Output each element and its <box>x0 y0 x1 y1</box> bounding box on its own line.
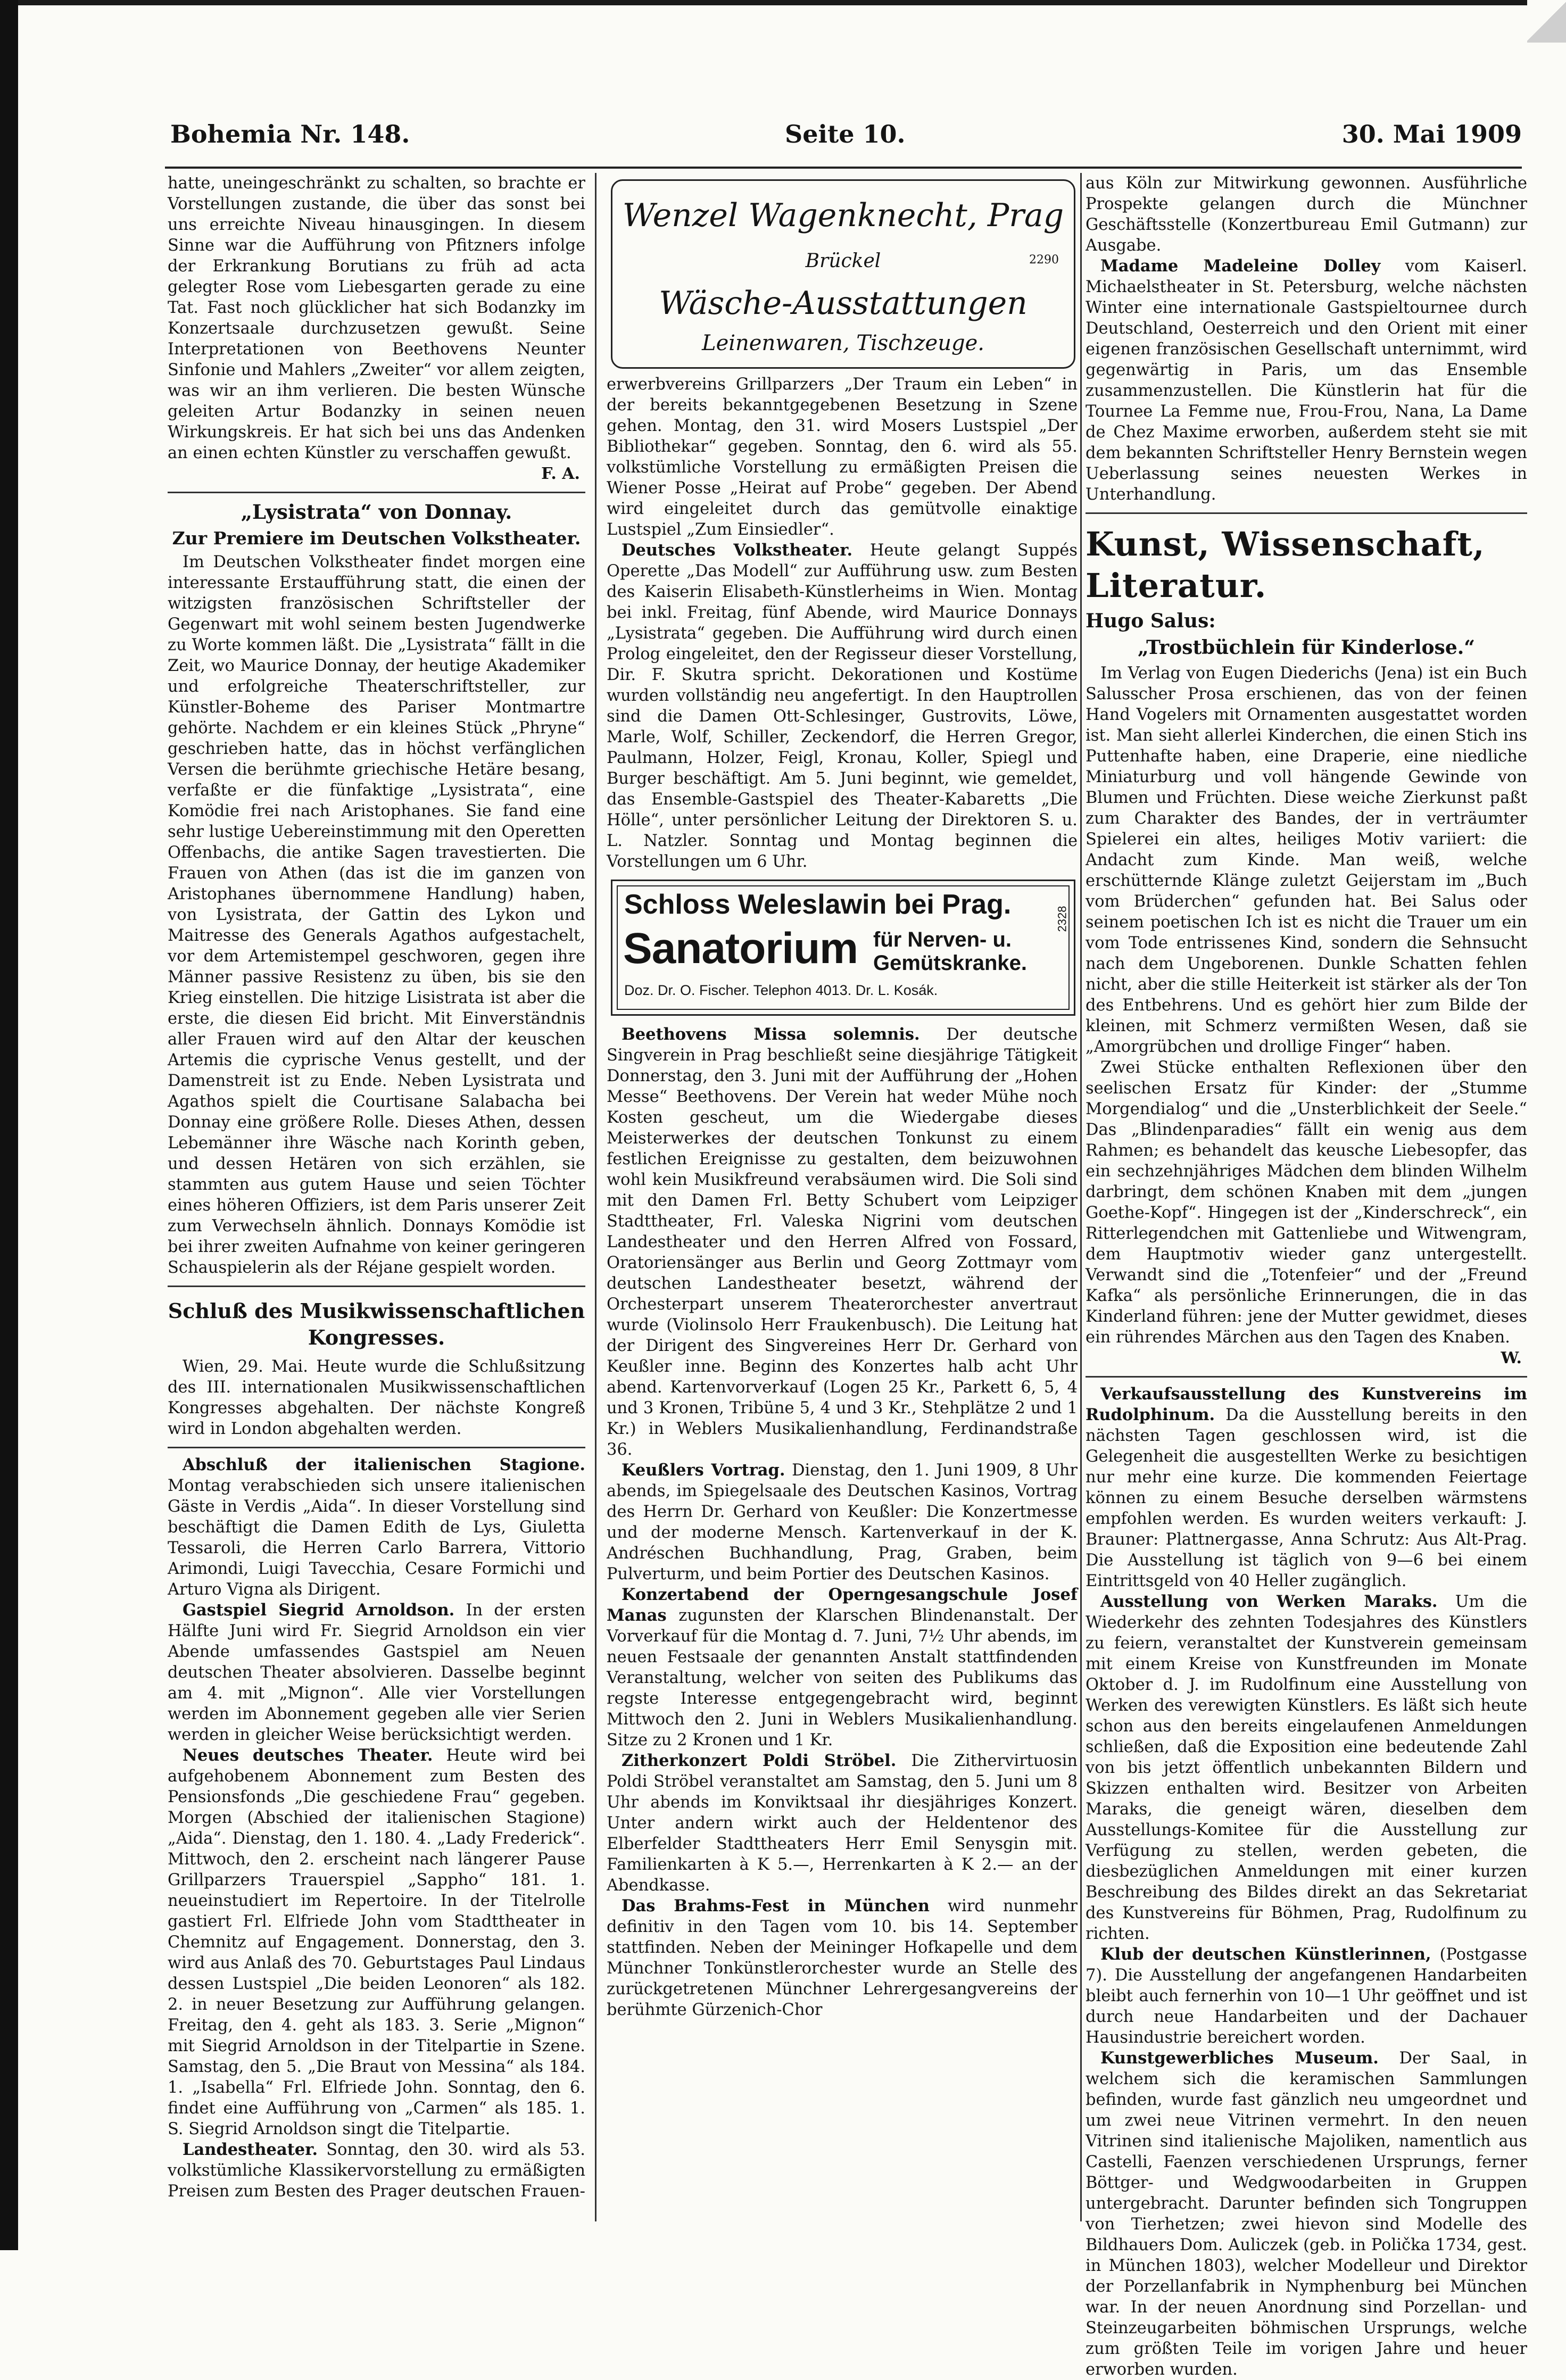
kunst-section-title: Kunst, Wissenschaft, Literatur. <box>1086 525 1485 605</box>
missa-lead: Beethovens Missa solemnis. <box>622 1025 920 1044</box>
column-2 <box>607 173 1078 2227</box>
section-rule <box>1086 512 1527 514</box>
salus-body-1: Im Verlag von Eugen Diederichs (Jena) ist ein Buch Salusscher Prosa erschienen, das von der feinen Hand Vogelers mit Ornamenten ausgestattet worden ist. Man sieht allerlei Kinderchen, die einen Stich ins Puttenhafte haben, eine Draperie, eine niedliche Miniaturburg und voll hängende Gewinde von Blumen und Früchten. Diese weiche Zierkunst paßt zum Charakter des Bandes, der in verträumter Spielerei ein altes, heiliges Motiv variiert: die Andacht zum Kinde. Man weiß, welche erschütternde Klänge zuletzt Geijerstam im „Buch vom Brüderchen“ gefunden hat. Bei Salus oder seinem poetischen Ich ist es nicht die Trauer um ein vom Tode entrissenes Kind, sondern die Sehnsucht nach dem Ungeborenen. Dunkle Schatten fehlen nicht, aber die stille Heiterkeit ist stärker als der Ton des Entbehrens. Und es gehört hier zum Bilde der kleinen, mit Schmerz vermißten Wesen, daß sie „Amorgrübchen und drollige Finger“ haben. <box>1086 664 1527 1056</box>
signature-w: W. <box>1501 1349 1522 1367</box>
neues-theater-lead: Neues deutsches Theater. <box>183 1746 433 1765</box>
arnoldson-body: In der ersten Hälfte Juni wird Fr. Siegrid Arnoldson ein vier Abende umfassendes Gastspiel am Neuen deutschen Theater absolvieren. Dasselbe beginnt am 4. mit „Mignon“. Alle vier Vorstellungen werden im Abonnement gegeben alle vier Serien werden in gleicher Weise berücksichtigt werden. <box>168 1601 586 1744</box>
salus-book-title: „Trostbüchlein für Kinderlose.“ <box>1138 636 1475 659</box>
ad-wagenknecht-product: Wäsche-Ausstattungen <box>659 285 1028 322</box>
header-issue: Bohemia Nr. 148. <box>170 120 410 148</box>
ad-sanatorium-location: Schloss Weleslawin bei Prag. <box>624 889 1012 920</box>
neues-theater-body: Heute wird bei aufgehobenem Abonnement zum Besten des Pensionsfonds „Die geschiedene Frau“ gegeben. Morgen (Abschied der italienischen Stagione) „Aida“. Dienstag, den 1. 180. 4. „Lady Frederick“. Mittwoch, den 2. erscheint nach längerer Pause Grillparzers Trauerspiel „Sappho“ 181. 1. neueinstudiert im Repertoire. In der Titelrolle gastiert Frl. Elfriede John vom Stadttheater in Chemnitz auf Engagement. Donnerstag, den 3. wird aus Anlaß des 70. Geburtstages Paul Lindaus dessen Lustspiel „Die beiden Leonoren“ als 182. 2. in neuer Besetzung zur Aufführung gelangen. Freitag, den 4. geht als 183. 3. Serie „Mignon“ mit Siegrid Arnoldson in der Titelpartie in Szene. Samstag, den 5. „Die Braut von Messina“ als 184. 1. „Isabella“ Frl. Elfriede John. Sonntag, den 6. findet eine Aufführung von „Carmen“ als 185. 1. S. Siegrid Arnoldson singt die Titelpartie. <box>168 1746 585 2138</box>
museum-body: Der Saal, in welchem sich die keramischen Sammlungen befinden, wurde fast gänzlich neu umgeordnet und um zwei neue Vitrinen vermehrt. In den neuen Vitrinen sind italienische Majoliken, namentlich aus Castelli, Faenzen verschiedenen Ursprungs, ferner Böttger- und Wedgwoodarbeiten in Gruppen untergebracht. Darunter befinden sich Tongruppen von Tierhetzen; zwei hievon sind Modelle des Bildhauers Dom. Auliczek (geb. in Polička 1734, gest. in München 1803), welcher Modelleur und Direktor der Porzellanfabrik in Nymphenburg bei München war. In der neuen Anordnung sind Porzellan- und Steinzeugarbeiten böhmischen Ursprungs, welche zum größten Teile im vorigen Jahre und heuer erworben wurden. <box>1086 2049 1527 2379</box>
column-rule-1 <box>595 173 596 2221</box>
kongress-title: Schluß des Musikwissenschaftlichen Kongresses. <box>168 1299 585 1349</box>
signature-fa: F. A. <box>541 465 580 483</box>
keussler-lead: Keußlers Vortrag. <box>622 1461 785 1480</box>
landestheater-lead: Landestheater. <box>183 2140 318 2159</box>
column-rule-2 <box>1080 173 1082 2221</box>
manas-lead: Konzertabend der Operngesangschule Josef Manas <box>607 1585 1078 1625</box>
zither-lead: Zitherkonzert Poldi Ströbel. <box>622 1751 897 1770</box>
volkstheater-body: Heute gelangt Suppés Operette „Das Modell“ zur Aufführung usw. zum Besten des Kaiserin Elisabeth-Künstlerheims in Wien. Montag bei inkl. Freitag, fünf Abende, wird Maurice Donnays „Lysistrata“ gegeben. Die Aufführung wird durch einen Prolog eingeleitet, den der Regisseur dieser Vorstellung, Dir. F. Skutra spricht. Dekorationen und Kostüme wurden vollständig neu angefertigt. In den Hauptrollen sind die Damen Ott-Schlesinger, Gustrovits, Löwe, Marle, Wolf, Schiller, Zeckendorf, die Herren Gregor, Paulmann, Holzer, Feigl, Kronau, Koller, Spiegl und Burger beschäftigt. Am 5. Juni beginnt, wie gemeldet, das Ensemble-Gastspiel des Theater-Kabaretts „Die Hölle“, unter persönlicher Leitung der Direktoren S. u. L. Natzler. Sonntag und Montag beginnen die Vorstellungen um 6 Uhr. <box>607 541 1078 871</box>
ad-sanatorium <box>611 880 1075 1016</box>
lysistrata-subtitle: Zur Premiere im Deutschen Volkstheater. <box>172 528 581 549</box>
scan-edge-left <box>0 0 18 2250</box>
stagione-lead: Abschluß der italienischen Stagione. <box>183 1455 585 1474</box>
ad-sanatorium-title: Sanatorium <box>623 924 858 973</box>
section-rule <box>1086 1376 1527 1378</box>
bodanzky-article-end: hatte, uneingeschränkt zu schalten, so brachte er Vorstellungen zustande, die über das sonst bei uns erreichte Niveau hinausgingen. In diesem Sinne war die Aufführung von Pfitzners infolge der Erkrankung Borutians zu früh ad acta gelegter Rose vom Liebesgarten gerade zu eine Tat. Fast noch glücklicher hat sich Bodanzky im Konzertsaale durchzusetzen gewußt. Seine Interpretationen von Beethovens Neunter Sinfonie und Mahlers „Zweiter“ vor allem zeigten, was wir an ihm verlieren. Die besten Wünsche geleiten Artur Bodanzky in seinen neuen Wirkungskreis. Er hat sich bei uns das Andenken an einen echten Künstler zu verschaffen gewußt. <box>168 174 585 462</box>
header-rule <box>165 167 1522 169</box>
salus-body-2: Zwei Stücke enthalten Reflexionen über den seelischen Ersatz für Kinder: der „Stumme Morgendialog“ und die „Unsterblichkeit der Seele.“ Das „Blindenparadies“ fällt ein wenig aus dem Rahmen; es behandelt das keusche Liebesopfer, das ein sechzehnjähriges Mädchen dem blinden Wilhelm darbringt, dem schönen Knaben mit dem „jungen Goethe-Kopf“. Hingegen ist der „Kinderschreck“, ein Ritterlegendchen mit Gattenliebe und Witwengram, dem Hauptmotiv wieder ganz untergestellt. Verwandt sind die „Totenfeier“ und der „Freund Kafka“ als persönliche Erinnerungen, die in das Kinderland führen: jene der Mutter gewidmet, dieses ein rührendes Märchen aus den Tagen des Knaben. <box>1086 1058 1527 1347</box>
marak-lead: Ausstellung von Werken Maraks. <box>1100 1592 1438 1611</box>
lysistrata-body: Im Deutschen Volkstheater findet morgen eine interessante Erstaufführung statt, die einen der witzigsten französischen Schriftsteller der Gegenwart mit wohl seinem besten Jugendwerke zu Worte kommen läßt. Die „Lysistrata“ fällt in die Zeit, wo Maurice Donnay, der heutige Akademiker und erfolgreiche Theaterschriftsteller, zur Künstler-Boheme des Pariser Montmartre gehörte. Nachdem er ein kleines Stück „Phryne“ geschrieben hatte, das in höchst verfänglichen Versen die berühmte griechische Hetäre besang, verfaßte er die fünfaktige „Lysistrata“, eine Komödie frei nach Aristophanes. Sie fand eine sehr lustige Uebereinstimmung mit den Operetten Offenbachs, die antike Sagen travestierten. Die Frauen von Athen (das ist die im ganzen von Aristophanes übernommene Handlung) haben, von Lysistrata, der Gattin des Lykon und Maitresse des Generals Agathos aufgestachelt, vor dem Artemistempel geschworen, gegen ihre Männer passive Resistenz zu üben, bis sie den Krieg einstellen. Die hitzige Lisistrata ist aber die erste, die diesen Eid bricht. Mit Einverständnis aller Frauen wird auf den Altar der keuschen Artemis die cyprische Venus gestellt, und der Damenstreit ist zu Ende. Neben Lysistrata und Agathos spielt die Courtisane Salabacha bei Donnay eine größere Rolle. Dieses Athen, dessen Lebemänner ihre Wäsche nach Korinth geben, und dessen Hetären von sich erzählen, sie stammten aus gutem Hause und seien Töchter eines höheren Offiziers, ist dem Paris unserer Zeit zum Verwechseln ähnlich. Donnays Komödie ist bei ihrer zweiten Aufnahme von keiner geringeren Schauspielerin als der Réjane gespielt worden. <box>168 553 585 1277</box>
scan-edge-top <box>18 0 1566 5</box>
lysistrata-title: „Lysistrata“ von Donnay. <box>241 500 512 524</box>
ad-wagenknecht-name: Wenzel Wagenknecht, Prag <box>622 197 1064 234</box>
ad-sanatorium-number: 2328 <box>1055 906 1069 932</box>
verkauf-lead: Verkaufsausstellung des Kunstvereins im Rudolphinum. <box>1086 1384 1527 1424</box>
marak-body: Um die Wiederkehr des zehnten Todesjahres des Künstlers zu feiern, veranstaltet der Kunstverein gemeinsam mit einem Kreise von Kunstfreunden im Monate Oktober d. J. im Rudolfinum eine Ausstellung von Werken des verewigten Künstlers. Es läßt sich heute schon aus den bereits eingelaufenen Anmeldungen schließen, daß die Exposition eine bedeutende Zahl von bis jetzt öffentlich unbekannten Bildern und Skizzen enthalten wird. Besitzer von Arbeiten Maraks, die geneigt wären, dieselben dem Ausstellungs-Komitee für die Ausstellung zur Verfügung zu stellen, werden gebeten, die diesbezüglichen Anmeldungen mit einer kurzen Beschreibung des Bildes direkt an das Sekretariat des Kunstvereins für Böhmen, Prag, Rudolfinum zu richten. <box>1086 1593 1528 1943</box>
ad-wagenknecht-number: 2290 <box>1029 253 1059 267</box>
museum-lead: Kunstgewerbliches Museum. <box>1100 2049 1379 2068</box>
dolley-lead: Madame Madeleine Dolley <box>1100 256 1381 276</box>
page-header <box>170 120 1522 157</box>
section-rule <box>168 492 585 493</box>
brahms-body: wird nunmehr definitiv in den Tagen vom 10. bis 14. September stattfinden. Neben der Meininger Hofkapelle und dem Münchner Tonkünstlerorchester wurde an Stelle des zurückgetretenen Münchner Lehrergesangvereins der berühmte Gürzenich-Chor <box>607 1897 1078 2019</box>
ad-sanatorium-contacts: Doz. Dr. O. Fischer. Telephon 4013. Dr. L. Kosák. <box>624 982 938 998</box>
brahms-continued: aus Köln zur Mitwirkung gewonnen. Ausführliche Prospekte gelangen durch die Münchner Geschäftsstelle (Konzertbureau Emil Gutmann) zur Ausgabe. <box>1086 174 1527 255</box>
klub-body: (Postgasse 7). Die Ausstellung der angefangenen Handarbeiten bleibt auch fernerhin von 10—1 Uhr geöffnet und ist durch neue Handarbeiten und der Dachauer Hausindustrie bereichert worden. <box>1086 1945 1527 2047</box>
section-rule <box>168 1447 585 1448</box>
salus-author: Hugo Salus: <box>1086 610 1216 632</box>
zither-body: Die Zithervirtuosin Poldi Ströbel veranstaltet am Samstag, den 5. Juni um 8 Uhr abends im Konviktsaal ihr diesjähriges Konzert. Unter andern wirkt auch der Heldentenor des Elberfelder Stadttheaters Herr Emil Senysgin mit. Familienkarten à K 5.—, Herrenkarten à K 2.— an der Abendkasse. <box>607 1752 1078 1895</box>
landestheater-body: Sonntag, den 30. wird als 53. volkstümliche Klassikervorstellung zu ermäßigten Preisen zum Besten des Prager deutschen Frauen- <box>168 2141 585 2201</box>
column-3 <box>1086 173 1528 2379</box>
ad-sanatorium-purpose: für Nerven- u. Gemütskranke. <box>873 928 1028 975</box>
column-1 <box>168 173 585 2227</box>
brahms-lead: Das Brahms-Fest in München <box>622 1896 930 1915</box>
header-page-number: Seite 10. <box>785 120 906 148</box>
ad-wagenknecht <box>611 179 1075 369</box>
ad-wagenknecht-street: Brückel <box>805 250 881 272</box>
kongress-body: Wien, 29. Mai. Heute wurde die Schlußsitzung des III. internationalen Musikwissenschaftlichen Kongresses abgehalten. Der nächste Kongreß wird in London abgehalten werden. <box>168 1357 585 1438</box>
section-rule <box>168 1286 585 1287</box>
dolley-body: vom Kaiserl. Michaelstheater in St. Petersburg, welche nächsten Winter eine internationale Gastspieltournee durch Deutschland, Oesterreich und den Orient mit einer eigenen französischen Gesellschaft unternimmt, wird gegenwärtig in Paris, um das Ensemble zusammenzustellen. Die Künstlerin hat für die Tournee La Femme nue, Frou-Frou, Nana, La Dame de Chez Maxime erworben, außerdem steht sie mit dem bekannten Schriftsteller Henry Bernstein wegen Ueberlassung seines neuesten Werkes in Unterhandlung. <box>1086 257 1527 504</box>
page-corner-fold <box>1527 0 1566 43</box>
grillparzer-body: erwerbvereins Grillparzers „Der Traum ein Leben“ in der bereits bekanntgegebenen Besetzung in Szene gehen. Montag, den 31. wird Mosers Lustspiel „Der Bibliothekar“ gegeben. Sonntag, den 6. wird als 55. volkstümliche Vorstellung zu ermäßigten Preisen die Wiener Posse „Heirat auf Probe“ gegeben. Der Abend wird eingeleitet durch das gemütvolle einaktige Lustspiel „Zum Einsiedler“. <box>607 375 1078 539</box>
verkauf-body: Da die Ausstellung bereits in den nächsten Tagen geschlossen wird, ist die Gelegenheit die ausgestellten Werke zu besichtigen nur mehr eine kurze. Die kommenden Feiertage können zu einem Besuche derselben wärmstens empfohlen werden. Es wurden weiters verkauft: J. Brauner: Plattnergasse, Anna Schrutz: Aus Alt-Prag. Die Ausstellung ist täglich von 9—6 bei einem Eintrittsgeld von 40 Heller zugänglich. <box>1086 1406 1527 1590</box>
ad-wagenknecht-goods: Leinenwaren, Tischzeuge. <box>702 331 984 355</box>
arnoldson-lead: Gastspiel Siegrid Arnoldson. <box>183 1601 455 1620</box>
manas-body: zugunsten der Klarschen Blindenanstalt. Der Vorverkauf für die Montag d. 7. Juni, 7½ Uhr abends, im neuen Festsaale der genannten Anstalt stattfindenden Veranstaltung, welcher von seiten des Publikums das regste Interesse entgegengebracht wird, beginnt Mittwoch den 2. Juni in Weblers Musikalienhandlung. Sitze zu 2 Kronen und 1 Kr. <box>607 1606 1078 1749</box>
missa-body: Der deutsche Singverein in Prag beschließt seine diesjährige Tätigkeit Donnerstag, den 3. Juni mit der Aufführung der „Hohen Messe“ Beethovens. Der Verein hat weder Mühe noch Kosten gescheut, um die Wiedergabe dieses Meisterwerkes der deutschen Tonkunst zu einem festlichen Ereignisse zu gestalten, dem beizuwohnen wohl kein Musikfreund verabsäumen wird. Die Soli sind mit den Damen Frl. Betty Schubert vom Leipziger Stadttheater, Frl. Valeska Nigrini vom deutschen Landestheater und den Herren Alfred von Fossard, Oratoriensänger aus Berlin und Georg Zottmayr vom deutschen Landestheater besetzt, während der Orchesterpart unserem Theaterorchester anvertraut wurde (Violinsolo Herr Fraukenbusch). Die Leitung hat der Dirigent des Singvereines Herr Dr. Gerhard von Keußler inne. Beginn des Konzertes halb acht Uhr abend. Kartenvorverkauf (Logen 25 Kr., Parkett 6, 5, 4 und 3 Kronen, Tribüne 5, 4 und 3 Kr., Stehplätze 2 und 1 Kr.) in Weblers Musikalienhandlung, Ferdinandstraße 36. <box>607 1025 1078 1459</box>
klub-lead: Klub der deutschen Künstlerinnen, <box>1100 1945 1431 1964</box>
header-date: 30. Mai 1909 <box>1341 120 1522 148</box>
stagione-body: Montag verabschieden sich unsere italienischen Gäste in Verdis „Aida“. In dieser Vorstellung sind beschäftigt die Damen Edith de Lys, Giuletta Tessaroli, die Herren Carlo Barrera, Vittorio Arimondi, Luigi Tavecchia, Cesare Formichi und Arturo Vigna als Dirigent. <box>168 1477 585 1599</box>
volkstheater-lead: Deutsches Volkstheater. <box>622 541 853 560</box>
keussler-body: Dienstag, den 1. Juni 1909, 8 Uhr abends, im Spiegelsaale des Deutschen Kasinos, Vortrag des Herrn Dr. Gerhard von Keußler: Die Konzertmesse und der moderne Mensch. Kartenverkauf in der K. Andréschen Buchhandlung, Prag, Graben, beim Pulverturm, und beim Portier des Deutschen Kasinos. <box>607 1461 1078 1583</box>
